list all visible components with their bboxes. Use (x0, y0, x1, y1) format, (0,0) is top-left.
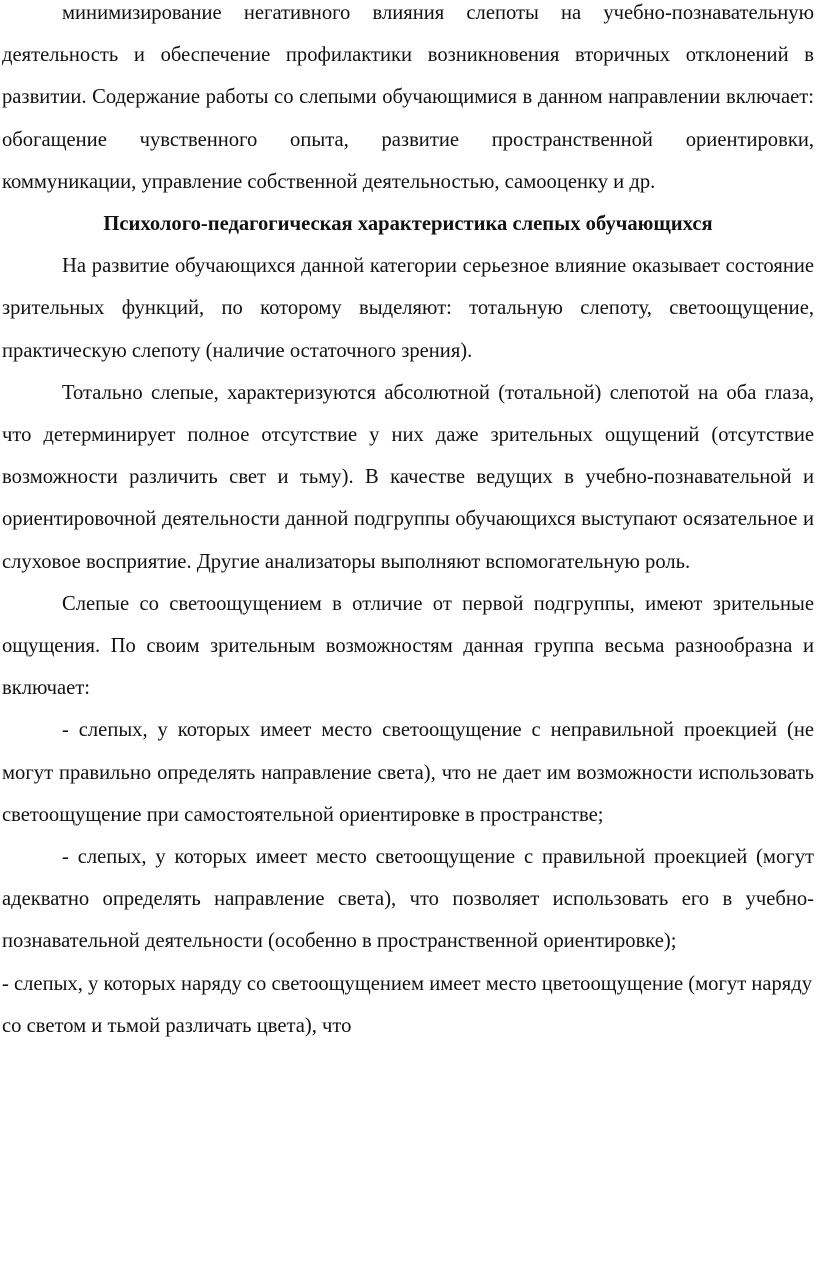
paragraph-totally-blind: Тотально слепые, характеризуются абсолютной (тотальной) слепотой на оба глаза, что детерминирует полное отсутствие у них даже зрительных ощущений (отсутствие возможности различить свет и тьму). В качестве ведущих в учебно-познавательной и ориентировочной деятельности данной подгруппы обучающихся выступают осязательное и слуховое восприятие. Другие анализаторы выполняют вспомогательную роль. (2, 381, 814, 573)
list-item-color-perception: - слепых, у которых наряду со светоощущением имеет место цветоощущение (могут наряду со светом и тьмой различать цвета), что (2, 972, 813, 1037)
paragraph-intro: минимизирование негативного влияния слепоты на учебно-познавательную деятельность и обеспечение профилактики возникновения вторичных отклонений в развитии. Содержание работы со слепыми обучающимися в данном направлении включает: обогащение чувственного опыта, развитие пространственной ориентировки, коммуникации, управление собственной деятельностью, самооценку и др. (2, 2, 814, 193)
list-item-incorrect-projection: - слепых, у которых имеет место светоощущение с неправильной проекцией (не могут правильно определять направление света), что не дает им возможности использовать светоощущение при самостоятельной ориентировке в пространстве; (2, 719, 814, 826)
paragraph-visual-functions: На развитие обучающихся данной категории серьезное влияние оказывает состояние зрительных функций, по которому выделяют: тотальную слепоту, светоощущение, практическую слепоту (наличие остаточного зрения). (2, 255, 814, 362)
section-heading: Психолого-педагогическая характеристика слепых обучающихся (103, 213, 713, 236)
list-item-correct-projection: - слепых, у которых имеет место светоощущение с правильной проекцией (могут адекватно определять направление света), что позволяет использовать его в учебно-познавательной деятельности (особенно в пространственной ориентировке); (2, 846, 814, 953)
paragraph-light-perception: Слепые со светоощущением в отличие от первой подгруппы, имеют зрительные ощущения. По своим зрительным возможностям данная группа весьма разнообразна и включает: (2, 592, 814, 700)
